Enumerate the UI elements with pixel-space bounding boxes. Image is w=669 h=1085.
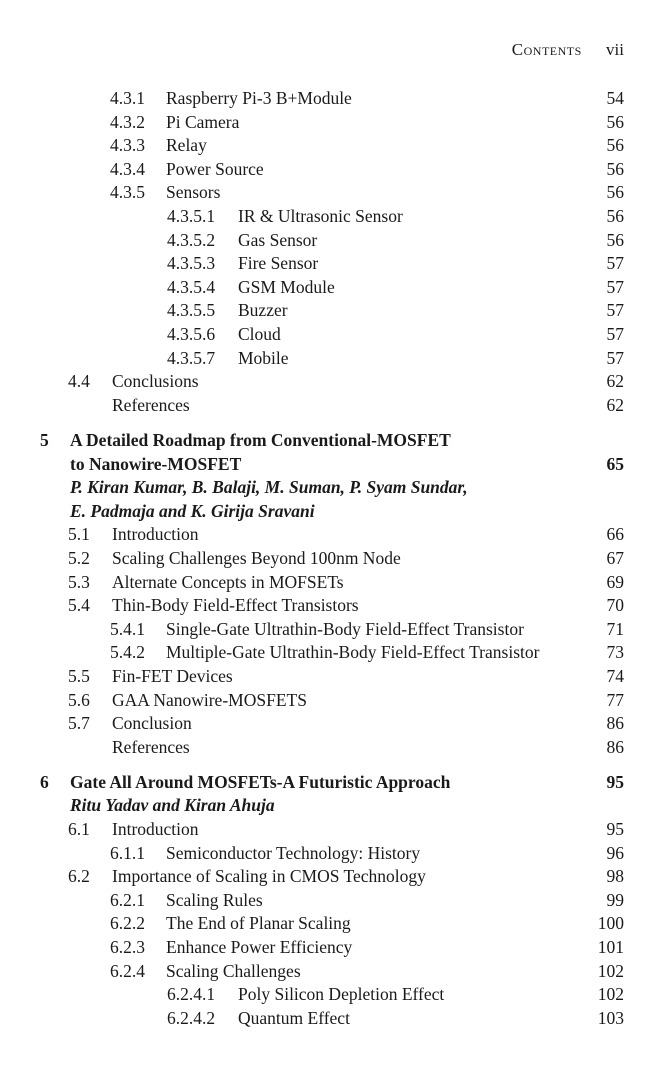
toc-entry-title: Fin-FET Devices <box>112 665 233 686</box>
toc-entry-number: 5.5 <box>68 665 90 686</box>
toc-entry <box>0 912 669 934</box>
toc-entry <box>0 111 669 133</box>
toc-entry-page: 57 <box>606 276 624 297</box>
toc-entry <box>0 276 669 298</box>
toc-entry-number: 5.6 <box>68 689 90 710</box>
toc-entry <box>0 394 669 416</box>
toc-entry-page: 73 <box>606 642 624 663</box>
toc-entry-page: 57 <box>606 300 624 321</box>
toc-entry-number: 6.2.4 <box>110 960 145 981</box>
toc-entry <box>0 842 669 864</box>
toc-entry-page: 56 <box>606 206 624 226</box>
toc-entry-title: References <box>112 736 190 757</box>
toc-entry-page: 74 <box>606 665 624 686</box>
toc-entry-page: 66 <box>606 524 624 545</box>
toc-entry-title: Introduction <box>112 819 199 839</box>
toc-entry-title: Gate All Around MOSFETs-A Futuristic Approach <box>70 771 451 792</box>
toc-entry <box>0 960 669 982</box>
toc-entry-title: Importance of Scaling in CMOS Technology <box>112 866 426 887</box>
toc-entry-page: 57 <box>606 253 624 274</box>
toc-entry-title: Quantum Effect <box>238 1007 350 1028</box>
toc-entry-title: Scaling Rules <box>166 889 263 910</box>
toc-entry-number: 4.3.5.6 <box>167 324 216 344</box>
toc-entry <box>0 252 669 274</box>
toc-entry-number: 6.1.1 <box>110 842 145 863</box>
toc-entry <box>0 323 669 345</box>
toc-entry-number: 5.4.2 <box>110 642 145 663</box>
toc-entry-title: GSM Module <box>238 276 335 297</box>
toc-entry-page: 57 <box>606 347 624 368</box>
toc-entry-page: 56 <box>606 158 624 179</box>
toc-entry-number: 6.2.3 <box>110 937 145 957</box>
toc-entry-title: Thin-Body Field-Effect Transistors <box>112 595 359 616</box>
toc-authors <box>0 476 669 498</box>
toc-entry-number: 4.3.5.5 <box>167 300 216 321</box>
toc-entry-title: Enhance Power Efficiency <box>166 937 353 957</box>
toc-entry-title: Buzzer <box>238 300 288 321</box>
toc-entry <box>0 936 669 958</box>
toc-entry-title: Poly Silicon Depletion Effect <box>238 984 445 1005</box>
toc-entry-title: A Detailed Roadmap from Conventional-MOSFET <box>70 429 451 450</box>
toc-entry-title: Sensors <box>166 182 221 203</box>
toc-entry-title: IR & Ultrasonic Sensor <box>238 206 403 226</box>
toc-entry-title: Introduction <box>112 524 199 545</box>
toc-entry-title: References <box>112 394 190 415</box>
toc-entry-page: 86 <box>606 736 624 757</box>
toc-entry-page: 103 <box>597 1007 624 1028</box>
toc-entry-page: 71 <box>606 618 624 639</box>
toc-entry <box>0 641 669 663</box>
toc-entry <box>0 347 669 369</box>
toc-entry <box>0 889 669 911</box>
toc-entry-title: E. Padmaja and K. Girija Sravani <box>70 500 315 521</box>
toc-entry <box>0 370 669 392</box>
toc-entry-page: 101 <box>597 937 624 957</box>
toc-entry <box>0 983 669 1005</box>
toc-entry-page: 56 <box>606 135 624 156</box>
page-number: vii <box>606 40 624 59</box>
toc-entry-title: Fire Sensor <box>238 253 319 274</box>
toc-entry-page: 56 <box>606 182 624 203</box>
toc-entry <box>0 618 669 640</box>
toc-entry-page: 65 <box>606 453 624 474</box>
toc-entry-title: Raspberry Pi-3 B+Module <box>166 88 352 108</box>
toc-entry <box>0 865 669 887</box>
toc-entry-number: 4.3.5.2 <box>167 229 216 250</box>
toc-entry-title: Relay <box>166 135 207 156</box>
toc-entry-page: 102 <box>597 984 624 1005</box>
toc-entry-page: 96 <box>606 842 624 863</box>
toc-entry <box>0 689 669 711</box>
toc-entry-page: 95 <box>606 819 624 839</box>
toc-entry-number: 5.3 <box>68 571 90 592</box>
toc-entry-page: 86 <box>606 713 624 734</box>
toc-entry-title: Scaling Challenges <box>166 960 301 981</box>
toc-entry-title: The End of Planar Scaling <box>166 913 351 934</box>
toc-entry-number: 5.1 <box>68 524 90 545</box>
toc-entry <box>0 594 669 616</box>
toc-entry-title: Gas Sensor <box>238 229 318 250</box>
toc-authors <box>0 794 669 816</box>
toc-entry-title: to Nanowire-MOSFET <box>70 453 242 474</box>
toc-entry-title: Mobile <box>238 347 289 368</box>
toc-entry-page: 62 <box>606 371 624 392</box>
toc-entry-page: 98 <box>606 866 624 887</box>
toc-entry <box>0 429 669 451</box>
toc-entry-number: 5.4.1 <box>110 618 145 639</box>
toc-entry-page: 69 <box>606 571 624 592</box>
toc-entry-number: 4.3.5.4 <box>167 276 216 297</box>
toc-entry-number: 6.2.4.1 <box>167 984 216 1005</box>
toc-entry-page: 100 <box>597 913 624 934</box>
toc-entry-page: 99 <box>606 889 624 910</box>
toc-entry-number: 6.2.2 <box>110 913 145 934</box>
toc-entry-number: 4.3.2 <box>110 111 145 132</box>
toc-entry <box>0 158 669 180</box>
toc-entry-page: 95 <box>606 771 624 792</box>
toc-entry-page: 102 <box>597 960 624 981</box>
toc-entry-title: Multiple-Gate Ultrathin-Body Field-Effect Transistor <box>166 642 540 663</box>
toc-entry <box>0 523 669 545</box>
toc-entry <box>0 229 669 251</box>
toc-entry-number: 4.3.5.7 <box>167 347 216 368</box>
toc-entry-title: Conclusions <box>112 371 199 392</box>
toc-entry-title: Semiconductor Technology: History <box>166 842 421 863</box>
toc-entry-number: 5.2 <box>68 547 90 568</box>
toc-entry-number: 5 <box>40 429 49 450</box>
toc-entry-number: 4.3.5.1 <box>167 206 216 226</box>
toc-entry <box>0 205 669 227</box>
toc-entry <box>0 547 669 569</box>
toc-entry-title: Scaling Challenges Beyond 100nm Node <box>112 547 401 568</box>
toc-entry-number: 5.7 <box>68 713 90 734</box>
toc-entry-page: 57 <box>606 324 624 344</box>
toc-entry <box>0 87 669 109</box>
toc-entry-number: 4.4 <box>68 371 90 392</box>
toc-entry <box>0 818 669 840</box>
toc-entry-page: 67 <box>606 547 624 568</box>
toc-entry-page: 77 <box>606 689 624 710</box>
toc-entry <box>0 771 669 793</box>
toc-entry <box>0 181 669 203</box>
toc-entry-title: GAA Nanowire-MOSFETS <box>112 689 307 710</box>
toc-entry-title: Pi Camera <box>166 111 240 132</box>
toc-entry-number: 5.4 <box>68 595 90 616</box>
toc-authors <box>0 500 669 522</box>
toc-entry-number: 6.2.1 <box>110 889 145 910</box>
toc-entry-title: Cloud <box>238 324 281 344</box>
toc-entry <box>0 571 669 593</box>
toc-entry <box>0 736 669 758</box>
toc-entry-number: 4.3.5.3 <box>167 253 216 274</box>
toc-entry-title: Ritu Yadav and Kiran Ahuja <box>70 795 275 816</box>
toc-entry-page: 70 <box>606 595 624 616</box>
toc-entry <box>0 665 669 687</box>
toc-entry-title: Conclusion <box>112 713 192 734</box>
toc-entry-number: 6 <box>40 771 49 792</box>
toc-entry-page: 62 <box>606 394 624 415</box>
toc-entry-number: 6.2.4.2 <box>167 1007 216 1028</box>
toc-entry <box>0 299 669 321</box>
toc-entry <box>0 712 669 734</box>
toc-entry-number: 4.3.4 <box>110 158 145 179</box>
toc-entry <box>0 453 669 475</box>
running-header-section: Contents <box>511 40 582 59</box>
running-header <box>512 40 624 60</box>
toc-entry <box>0 134 669 156</box>
toc-entry-title: Alternate Concepts in MOFSETs <box>112 571 344 592</box>
toc-entry-number: 4.3.1 <box>110 88 145 108</box>
toc-entry-page: 54 <box>606 88 624 108</box>
toc-entry-number: 6.1 <box>68 819 90 839</box>
toc-entry-title: Power Source <box>166 158 264 179</box>
toc-entry <box>0 1007 669 1029</box>
toc-entry-number: 4.3.3 <box>110 135 145 156</box>
toc-entry-page: 56 <box>606 229 624 250</box>
toc-entry-title: Single-Gate Ultrathin-Body Field-Effect Transistor <box>166 618 524 639</box>
toc-entry-number: 4.3.5 <box>110 182 145 203</box>
toc-entry-number: 6.2 <box>68 866 90 887</box>
toc-entry-page: 56 <box>606 111 624 132</box>
toc-entry-title: P. Kiran Kumar, B. Balaji, M. Suman, P. Syam Sundar, <box>70 477 468 498</box>
